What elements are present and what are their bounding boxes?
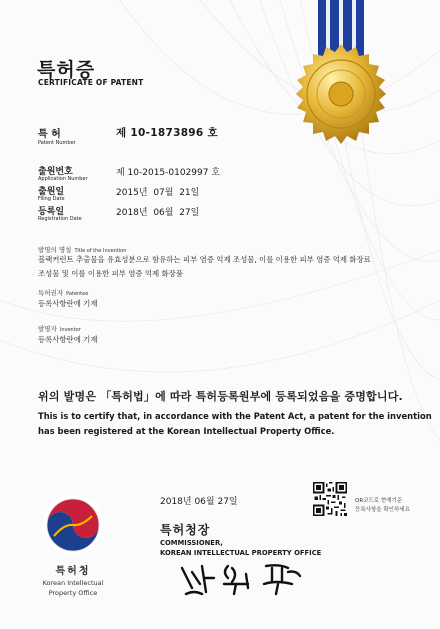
application-number-label-en: Application Number bbox=[38, 176, 88, 182]
gold-seal bbox=[287, 42, 395, 150]
kipo-name-en bbox=[28, 578, 118, 598]
commissioner-title-ko: 특허청장 bbox=[160, 523, 211, 537]
certificate-subtitle: CERTIFICATE OF PATENT bbox=[38, 78, 144, 87]
patentee-label-en: Patentee bbox=[66, 291, 89, 297]
application-number-label: 출원번호 bbox=[38, 167, 73, 177]
commissioner-signature bbox=[176, 558, 306, 598]
registration-date-label-en: Registration Date bbox=[38, 216, 82, 222]
kipo-name-en-line2: Property Office bbox=[48, 589, 98, 597]
qr-code-icon[interactable] bbox=[313, 482, 347, 516]
filing-date-value: 2015년 07월 21일 bbox=[116, 188, 200, 198]
qr-note-line2: 등록사항을 확인하세요 bbox=[355, 507, 410, 513]
certification-statement-en bbox=[38, 409, 432, 439]
invention-title-line1: 블랙커런트 추출물을 유효성분으로 함유하는 피부 염증 억제 조성물, 이를 이용한 피부 염증 억제 화장료 bbox=[38, 255, 371, 264]
commissioner-en-line2: KOREAN INTELLECTUAL PROPERTY OFFICE bbox=[160, 549, 322, 557]
filing-date-label: 출원일 bbox=[38, 187, 65, 197]
patentee-label-ko: 특허권자 bbox=[38, 289, 64, 297]
kipo-taegeuk-logo-icon bbox=[42, 494, 104, 556]
qr-note bbox=[355, 497, 410, 515]
inventor-value: 등록사항란에 기재 bbox=[38, 335, 98, 344]
inventor-label-en: Inventor bbox=[59, 327, 81, 333]
inventor-label-ko: 발명자 bbox=[38, 325, 57, 333]
filing-date-label-en: Filing Date bbox=[38, 196, 65, 202]
commissioner-title-en bbox=[160, 538, 321, 558]
kipo-name-en-line1: Korean Intellectual bbox=[42, 579, 104, 587]
qr-note-line1: QR코드로 현재기준 bbox=[355, 498, 403, 504]
invention-title-label-ko: 발명의 명칭 bbox=[38, 246, 72, 254]
certification-en-line1: This is to certify that, in accordance with the Patent Act, a patent for the invention bbox=[38, 411, 432, 421]
registration-date-label: 등록일 bbox=[38, 207, 65, 217]
patentee-value: 등록사항란에 기재 bbox=[38, 299, 98, 308]
registration-date-value: 2018년 06월 27일 bbox=[116, 208, 200, 218]
certification-en-line2: has been registered at the Korean Intellectual Property Office. bbox=[38, 426, 335, 436]
application-number-value: 제 10-2015-0102997 호 bbox=[116, 168, 221, 178]
invention-title-label-en: Title of the Invention bbox=[74, 248, 127, 254]
patent-number-value: 제 10-1873896 호 bbox=[116, 127, 218, 139]
patent-number-label-en: Patent Number bbox=[38, 140, 76, 146]
commissioner-en-line1: COMMISSIONER, bbox=[160, 539, 223, 547]
certification-statement-ko: 위의 발명은 「특허법」에 따라 특허등록원부에 등록되었음을 증명합니다. bbox=[38, 390, 403, 403]
inventor-label bbox=[38, 324, 81, 333]
issue-date: 2018년 06월 27일 bbox=[160, 497, 238, 507]
patentee-label bbox=[38, 288, 88, 297]
kipo-name-ko: 특허청 bbox=[55, 566, 91, 577]
patent-number-label: 특 허 bbox=[38, 129, 61, 140]
invention-title-line2: 조성물 및 이를 이용한 피부 염증 억제 화장품 bbox=[38, 269, 183, 278]
certificate-title: 특허증 bbox=[37, 59, 96, 81]
